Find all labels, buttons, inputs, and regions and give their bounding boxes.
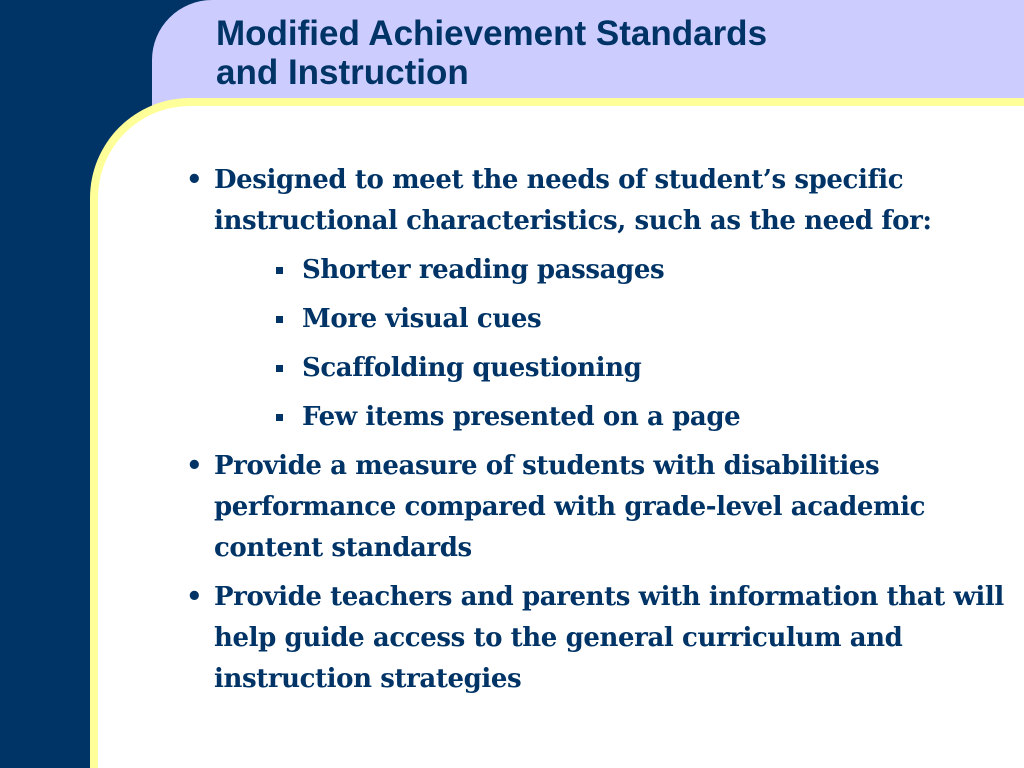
bullet-marker: • [186, 451, 203, 481]
slide-title-line-2: and Instruction [216, 53, 469, 92]
square-bullet-marker [276, 414, 283, 421]
sub-bullet-text: More visual cues [302, 304, 542, 334]
square-bullet-marker [276, 316, 283, 323]
sub-bullet-text: Few items presented on a page [302, 402, 741, 432]
sub-bullet-item [186, 250, 1016, 291]
bullet-marker: • [186, 165, 203, 195]
bullet-text: Designed to meet the needs of student’s specific instructional characteristics, such as the need for: [214, 165, 932, 236]
bullet-list [186, 160, 1016, 708]
sub-bullet-item [186, 397, 1016, 438]
sub-bullet-item [186, 299, 1016, 340]
sub-bullet-item [186, 348, 1016, 389]
bullet-marker: • [186, 582, 203, 612]
sub-bullet-text: Shorter reading passages [302, 255, 665, 285]
slide-title-line-1: Modified Achievement Standards [216, 14, 768, 53]
bullet-item [186, 446, 1016, 569]
bullet-item [186, 160, 1016, 242]
bullet-text: Provide teachers and parents with information that will help guide access to the general curriculum and instruction strategies [214, 582, 1004, 694]
bullet-item [186, 577, 1016, 700]
slide-title [216, 14, 767, 92]
square-bullet-marker [276, 365, 283, 372]
sub-bullet-text: Scaffolding questioning [302, 353, 642, 383]
square-bullet-marker [276, 267, 283, 274]
bullet-text: Provide a measure of students with disabilities performance compared with grade-level academic content standards [214, 451, 926, 563]
